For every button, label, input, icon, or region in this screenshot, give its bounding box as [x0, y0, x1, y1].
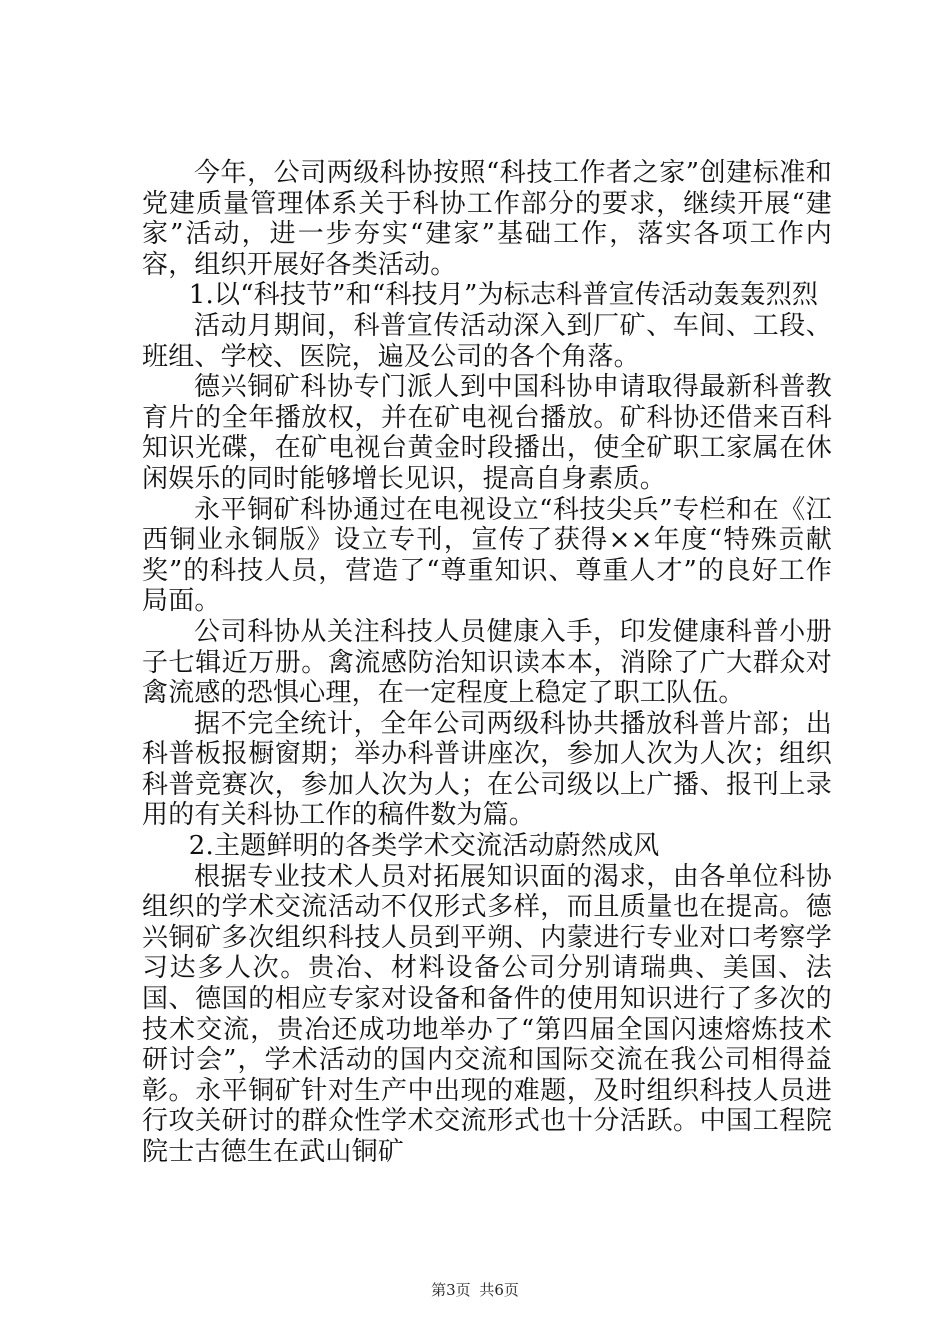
section-heading-1: 1.以“科技节”和“科技月”为标志科普宣传活动轰轰烈烈 [188, 280, 819, 311]
paragraph-health: 公司科协从关注科技人员健康入手，印发健康科普小册子七辑近万册。禽流感防治知识读本本，消除了广大群众对禽流感的恐惧心理，在一定程度上稳定了职工队伍。 [142, 616, 832, 709]
page-number: 第3页 [431, 1281, 471, 1299]
paragraph-statistics: 据不完全统计，全年公司两级科协共播放科普片部；出科普板报橱窗期；举办科普讲座次，参加人次为人次；组织科普竞赛次，参加人次为人；在公司级以上广播、报刊上录用的有关科协工作的稿件数为篇。 [142, 708, 832, 831]
paragraph-dexing: 德兴铜矿科协专门派人到中国科协申请取得最新科普教育片的全年播放权，并在矿电视台播放。矿科协还借来百科知识光碟，在矿电视台黄金时段播出，使全矿职工家属在休闲娱乐的同时能够增长见识，提高自身素质。 [142, 372, 832, 494]
document-body [142, 158, 832, 1168]
paragraph-intro: 今年，公司两级科协按照“科技工作者之家”创建标准和党建质量管理体系关于科协工作部分的要求，继续开展“建家”活动，进一步夯实“建家”基础工作，落实各项工作内容，组织开展好各类活动。 [142, 158, 832, 280]
paragraph-yongping: 永平铜矿科协通过在电视设立“科技尖兵”专栏和在《江西铜业永铜版》设立专刊，宣传了获得××年度“特殊贡献奖”的科技人员，营造了“尊重知识、尊重人才”的良好工作局面。 [142, 494, 832, 617]
section-heading-2: 2.主题鲜明的各类学术交流活动蔚然成风 [188, 831, 660, 862]
page-footer [0, 1279, 950, 1300]
paragraph-academic-exchange: 根据专业技术人员对拓展知识面的渴求，由各单位科协组织的学术交流活动不仅形式多样，而且质量也在提高。德兴铜矿多次组织科技人员到平朔、内蒙进行专业对口考察学习达多人次。贵冶、材料设备公司分别请瑞典、美国、法国、德国的相应专家对设备和备件的使用知识进行了多次的技术交流，贵冶还成功地举办了“第四届全国闪速熔炼技术研讨会”，学术活动的国内交流和国际交流在我公司相得益彰。永平铜矿针对生产中出现的难题，及时组织科技人员进行攻关研讨的群众性学术交流形式也十分活跃。中国工程院院士古德生在武山铜矿 [142, 861, 832, 1167]
paragraph-activity-month: 活动月期间，科普宣传活动深入到厂矿、车间、工段、班组、学校、医院，遍及公司的各个角落。 [142, 310, 832, 372]
page-total: 共6页 [479, 1281, 519, 1299]
